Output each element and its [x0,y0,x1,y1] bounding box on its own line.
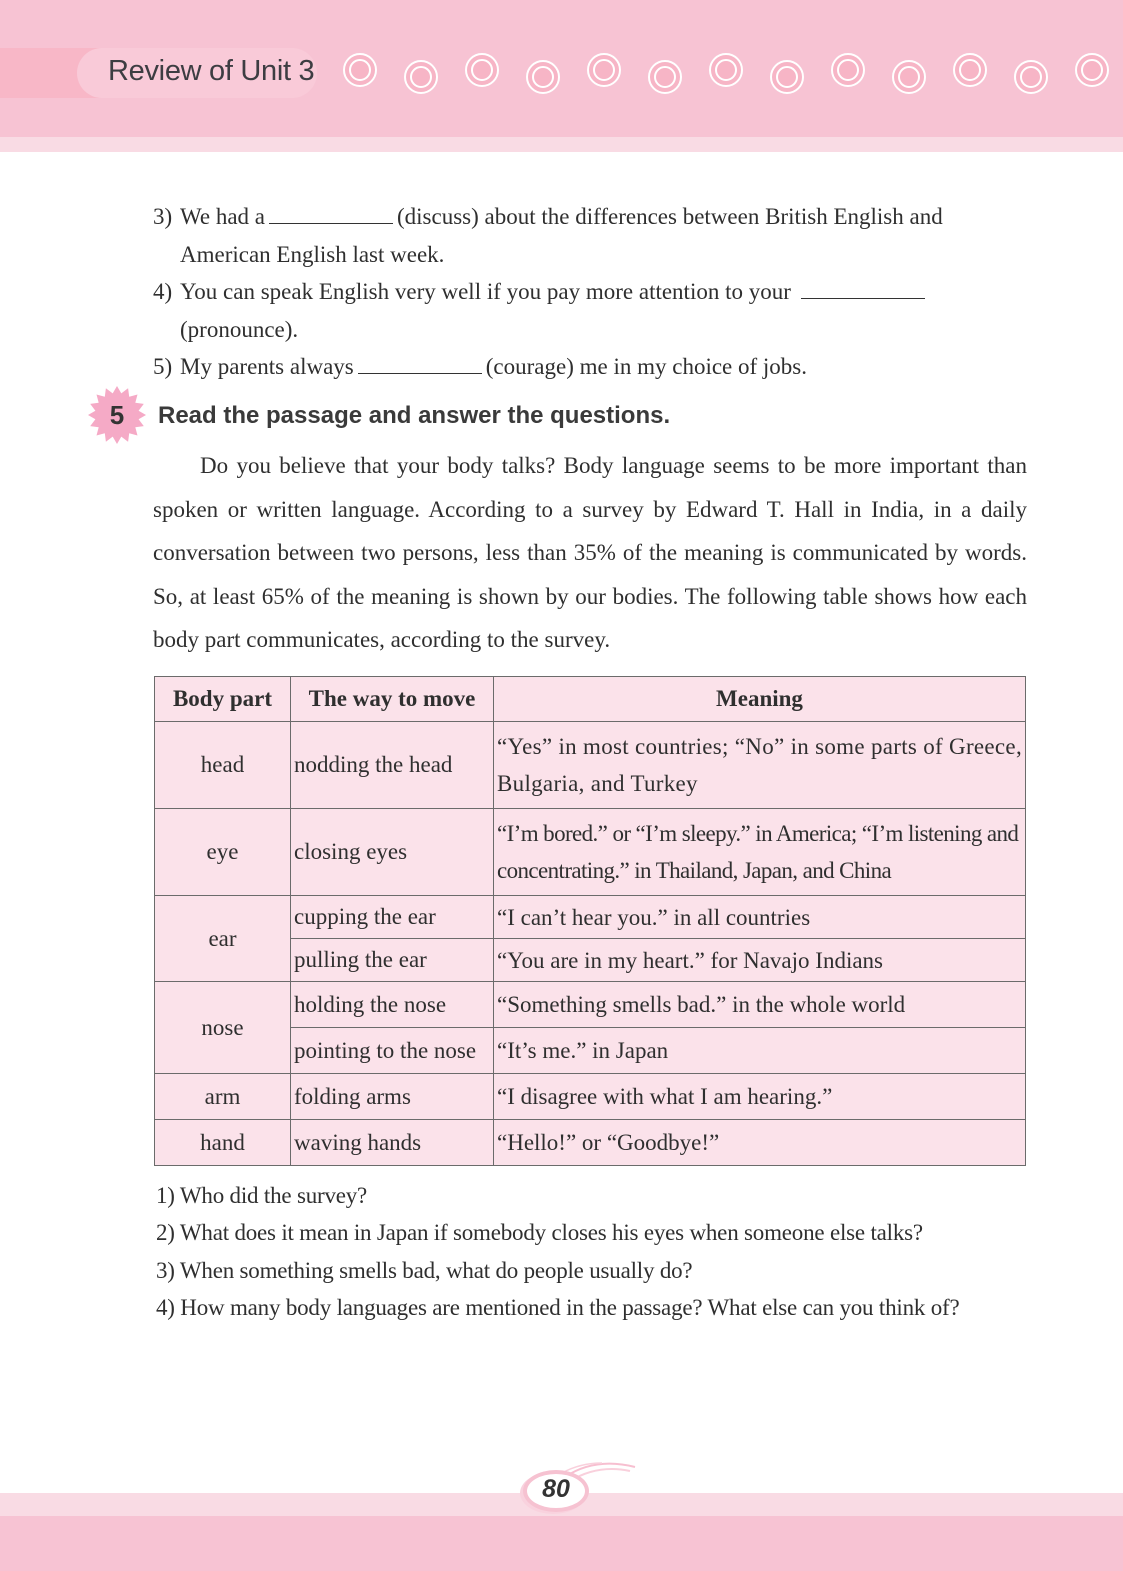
fill-in-item-5: 5) My parents always (courage) me in my choice of jobs. [153,354,807,379]
meaning-cell: “Hello!” or “Goodbye!” [494,1120,1026,1166]
meaning-cell: “You are in my heart.” for Navajo Indians [494,939,1026,982]
table-row [155,1074,1026,1120]
page-number: 80 [542,1475,570,1503]
column-header: Meaning [494,677,1026,722]
answer-blank[interactable] [358,372,482,374]
ring-icon [465,53,499,87]
table-row [155,1120,1026,1166]
body-part-cell: ear [155,896,291,982]
unit-title: Review of Unit 3 [108,55,315,87]
ring-icon [1014,60,1048,94]
page-footer [0,1516,1123,1571]
body-part-cell: hand [155,1120,291,1166]
fill-in-item-4: 4) You can speak English very well if you pay more attention to your (pronounce). [153,273,1027,348]
body-part-cell: eye [155,809,291,896]
ring-icon [648,60,682,94]
question-4: 4) How many body languages are mentioned in the passage? What else can you think of? [156,1295,960,1320]
ring-icon [953,53,987,87]
ring-icon [709,53,743,87]
answer-blank[interactable] [269,222,393,224]
header-strip [0,137,1123,152]
section-title: Read the passage and answer the questions. [158,402,671,429]
meaning-cell: “I can’t hear you.” in all countries [494,896,1026,939]
table-row [155,809,1026,896]
section-number: 5 [109,400,125,430]
meaning-cell: “Something smells bad.” in the whole world [494,982,1026,1028]
meaning-cell: “It’s me.” in Japan [494,1028,1026,1074]
reading-passage: Do you believe that your body talks? Body language seems to be more important than spoken or written language. According to a survey by Edward T. Hall in India, in a daily conversation between two persons, less than 35% of the meaning is communicated by words. So, at least 65% of the meaning is shown by our bodies. The following table shows how each body part communicates, according to the survey. [153,453,1027,653]
body-part-cell: nose [155,982,291,1074]
ring-icon [404,60,438,94]
ring-icon [343,53,377,87]
movement-cell: pulling the ear [291,939,494,982]
question-2: 2) What does it mean in Japan if somebody closes his eyes when someone else talks? [156,1220,923,1245]
column-header: The way to move [291,677,494,722]
ring-icon [587,53,621,87]
movement-cell: waving hands [291,1120,494,1166]
column-header: Body part [155,677,291,722]
movement-cell: closing eyes [291,809,494,896]
question-3: 3) When something smells bad, what do people usually do? [156,1258,693,1283]
movement-cell: holding the nose [291,982,494,1028]
answer-blank[interactable] [801,297,925,299]
meaning-cell: “Yes” in most countries; “No” in some parts of Greece, Bulgaria, and Turkey [494,722,1026,809]
table-header-row [155,677,1026,722]
body-part-cell: head [155,722,291,809]
table-row [155,896,1026,939]
table-row [155,982,1026,1028]
body-language-table [154,676,1026,1166]
ring-icon [1075,53,1109,87]
meaning-cell: “I’m bored.” or “I’m sleepy.” in America; “I’m listening and concentrating.” in Thailand, Japan, and China [494,809,1026,896]
movement-cell: cupping the ear [291,896,494,939]
movement-cell: pointing to the nose [291,1028,494,1074]
meaning-cell: “I disagree with what I am hearing.” [494,1074,1026,1120]
ring-icon [526,60,560,94]
table-row [155,722,1026,809]
fill-in-item-3: 3) We had a (discuss) about the differences between British English and American English last week. [153,204,943,267]
question-1: 1) Who did the survey? [156,1183,368,1208]
ring-icon [770,60,804,94]
ring-icon [892,60,926,94]
movement-cell: nodding the head [291,722,494,809]
ring-icon [831,53,865,87]
movement-cell: folding arms [291,1074,494,1120]
body-part-cell: arm [155,1074,291,1120]
